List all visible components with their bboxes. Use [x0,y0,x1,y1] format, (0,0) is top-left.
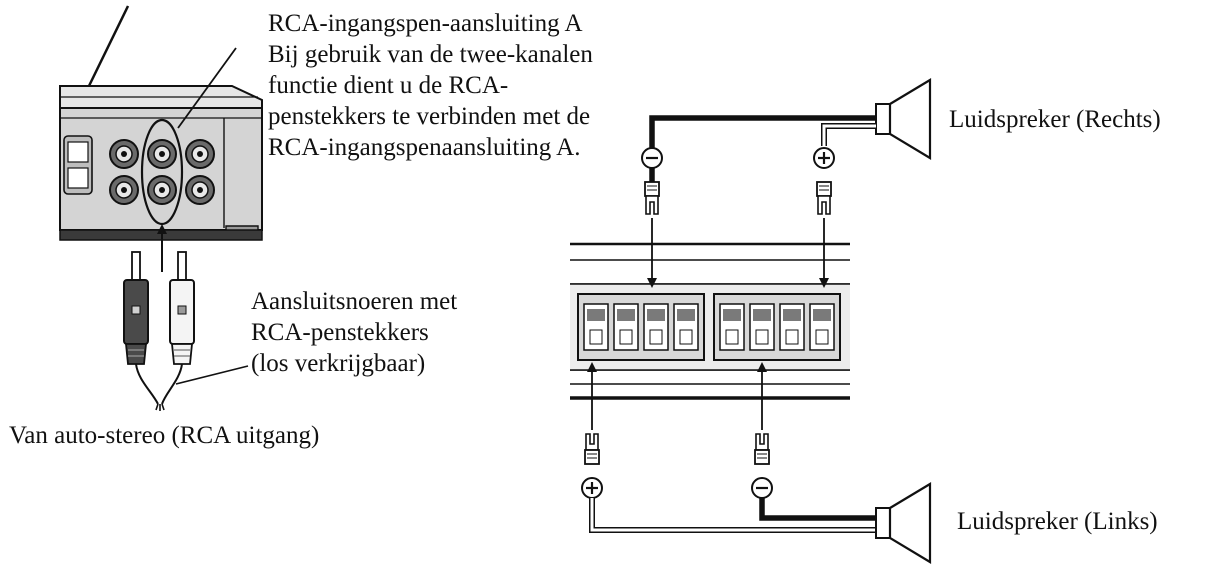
callout-line: Bij gebruik van de twee-kanalen [268,41,593,68]
speaker-left-negative-wire [762,498,876,518]
rca-jack [110,176,138,204]
speaker-right-positive-wire [824,126,876,146]
speaker-left-positive-wire [592,498,876,530]
positive-marker-icon [582,478,602,498]
rca-cables [136,364,182,411]
rca-input-a-callout [268,8,593,163]
positive-marker-icon [814,148,834,168]
fork-terminal [645,182,659,214]
rca-plug-dark [124,252,148,364]
negative-marker-icon [642,148,662,168]
amplifier-panel-right [570,244,850,398]
source-label: Van auto-stereo (RCA uitgang) [9,422,320,449]
speaker-terminal-block-1 [578,294,704,360]
fork-terminal [817,182,831,214]
rca-jack [148,140,176,168]
speaker-left-label: Luidspreker (Links) [957,508,1158,535]
fork-terminal [755,434,769,464]
speaker-right [876,80,930,158]
callout-line: RCA-ingangspenaansluiting A. [268,134,581,161]
side-connector-block [64,136,92,194]
callout-line: RCA-ingangspen-aansluiting A [268,10,583,37]
cable-label-line: Aansluitsnoeren met [251,288,458,315]
rca-jack [110,140,138,168]
callout-line: functie dient u de RCA- [268,72,509,99]
rca-cable-label [251,286,457,379]
cable-label-line: (los verkrijgbaar) [251,350,426,377]
rca-jack [148,176,176,204]
negative-marker-icon [752,478,772,498]
callout-line: penstekkers te verbinden met de [268,103,591,130]
rca-jack [186,176,214,204]
speaker-left [876,484,930,562]
rca-jack [186,140,214,168]
speaker-right-label: Luidspreker (Rechts) [949,106,1161,133]
amplifier-panel-left [60,6,262,240]
speaker-terminal-block-2 [714,294,840,360]
cable-label-line: RCA-penstekkers [251,319,429,346]
rca-plug-light [170,252,194,364]
fork-terminal [585,434,599,464]
